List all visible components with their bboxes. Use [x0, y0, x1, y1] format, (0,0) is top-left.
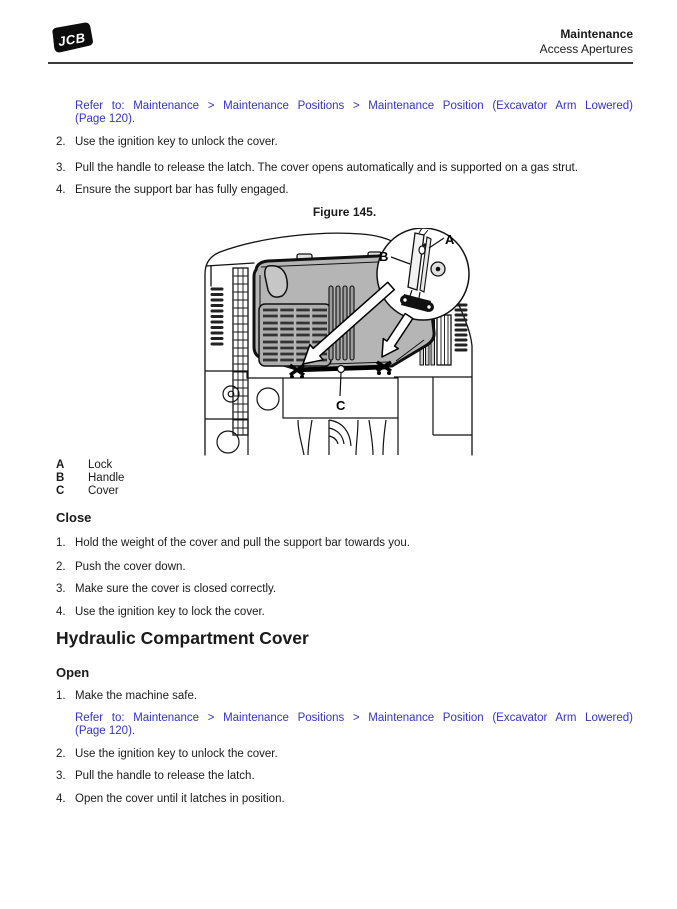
legend-value: Lock [88, 459, 113, 471]
list-item [56, 690, 633, 703]
header-titles [540, 27, 633, 57]
list-text: Open the cover until it latches in position. [75, 793, 285, 805]
figure-label-a: A [445, 232, 455, 247]
list-number: 3. [56, 162, 66, 174]
legend-key: C [56, 485, 65, 497]
list-item [56, 793, 633, 806]
refer-to-link[interactable] [75, 712, 633, 738]
legend-row [56, 459, 356, 472]
jcb-logo-icon [46, 20, 94, 56]
header-subsection: Access Apertures [539, 42, 633, 56]
list-item [56, 606, 633, 619]
list-text: Ensure the support bar has fully engaged. [75, 184, 289, 196]
list-number: 2. [56, 748, 66, 760]
list-item [56, 184, 633, 197]
list-text: Pull the handle to release the latch. The cover opens automatically and is supported on a gas strut. [75, 162, 578, 174]
figure-caption: Figure 145. [312, 205, 377, 219]
list-item [56, 537, 633, 550]
list-number: 1. [56, 690, 66, 702]
list-item [56, 748, 633, 761]
refer-link-line1[interactable]: Refer to: Maintenance > Maintenance Positions > Maintenance Position (Excavator Arm Lowered) [75, 100, 633, 112]
list-item [56, 770, 633, 783]
refer-link-line1[interactable]: Refer to: Maintenance > Maintenance Positions > Maintenance Position (Excavator Arm Lowered) [75, 712, 633, 724]
legend-row [56, 472, 356, 485]
list-item [56, 136, 633, 149]
legend-key: A [56, 459, 65, 471]
figure-145-diagram [198, 228, 481, 460]
figure-label-b: B [379, 249, 389, 264]
list-text: Hold the weight of the cover and pull the support bar towards you. [75, 537, 410, 549]
hydraulic-compartment-heading: Hydraulic Compartment Cover [56, 628, 309, 648]
excavator-cover-illustration [198, 228, 481, 456]
legend-row [56, 485, 356, 498]
lock-detail [419, 246, 425, 254]
list-number: 3. [56, 583, 66, 595]
jcb-logo-text: JCB [57, 29, 87, 50]
legend-key: B [56, 472, 65, 484]
figure-label-c: C [336, 398, 346, 413]
list-number: 4. [56, 184, 66, 196]
list-text: Use the ignition key to unlock the cover. [75, 748, 278, 760]
list-item [56, 561, 633, 574]
list-number: 2. [56, 136, 66, 148]
legend-value: Cover [88, 485, 119, 497]
list-number: 4. [56, 606, 66, 618]
cover-latch-point [338, 366, 345, 373]
list-text: Use the ignition key to lock the cover. [75, 606, 265, 618]
list-text: Push the cover down. [75, 561, 186, 573]
refer-link-line2[interactable]: (Page 120). [75, 113, 136, 125]
list-text: Use the ignition key to unlock the cover. [75, 136, 278, 148]
list-text: Pull the handle to release the latch. [75, 770, 255, 782]
list-number: 1. [56, 537, 66, 549]
refer-to-link[interactable] [75, 100, 633, 126]
list-number: 3. [56, 770, 66, 782]
open-heading: Open [56, 665, 90, 680]
refer-link-line2[interactable]: (Page 120). [75, 725, 136, 737]
header-section: Maintenance [560, 27, 633, 41]
legend-value: Handle [88, 472, 125, 484]
jcb-logo [46, 20, 94, 60]
latch-detail-callout [377, 228, 469, 320]
list-item [56, 162, 633, 175]
list-number: 4. [56, 793, 66, 805]
list-number: 2. [56, 561, 66, 573]
header-rule [48, 62, 633, 64]
list-text: Make the machine safe. [75, 690, 198, 702]
list-text: Make sure the cover is closed correctly. [75, 583, 277, 595]
close-heading: Close [56, 510, 92, 525]
list-item [56, 583, 633, 596]
